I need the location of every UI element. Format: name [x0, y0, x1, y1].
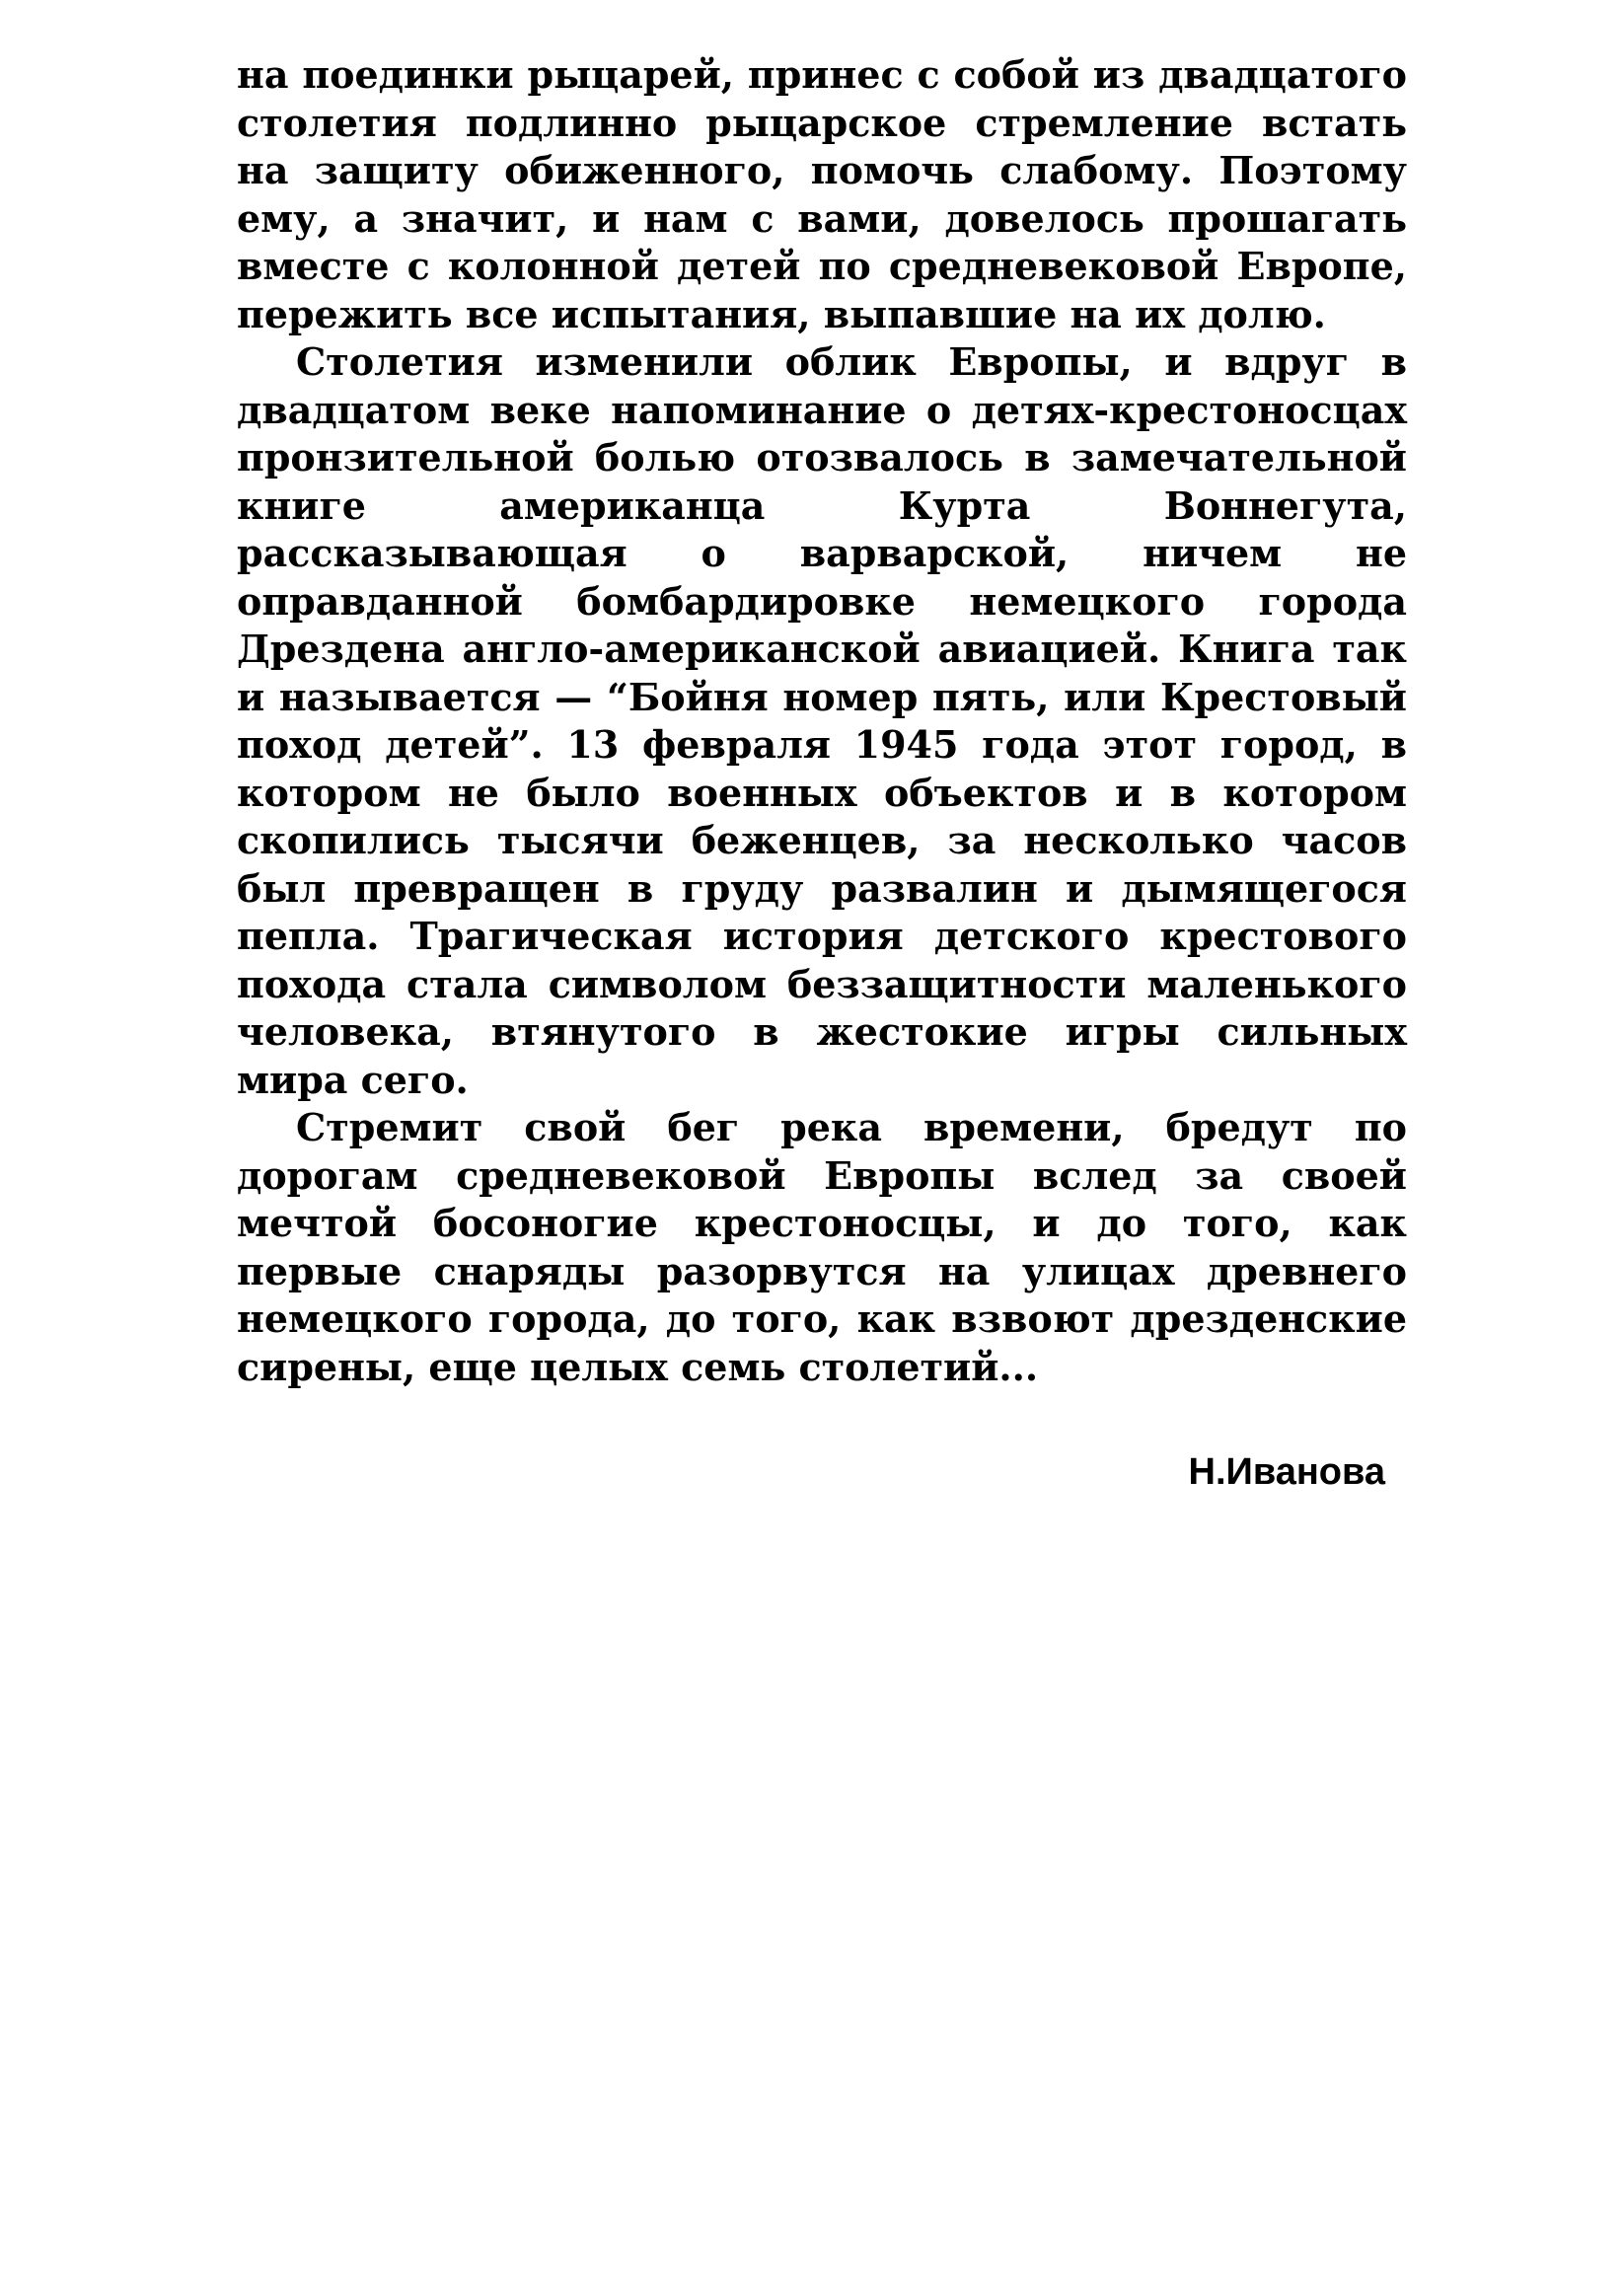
- paragraph-1: на поединки рыцарей, принес с собой из двадцатого столетия подлинно рыцарское стремление встать на защиту обиженного, помочь слабому. Поэтому ему, а значит, и нам с вами, довелось прошагать вместе с колонной детей по средневековой Европе, пережить все испытания, выпавшие на их долю.: [237, 52, 1407, 336]
- author-signature: Н.Иванова: [1188, 1451, 1385, 1493]
- paragraph-2: Столетия изменили облик Европы, и вдруг в двадцатом веке напоминание о детях-крестоносцах пронзительной болью отозвалось в замечательной книге американца Курта Воннегута, рассказывающая о варварской, ничем не оправданной бомбардировке немецкого города Дрездена англо-американской авиацией. Книга так и называется — “Бойня номер пять, или Крестовый поход детей”. 13 февраля 1945 года этот город, в котором не было военных объектов и в котором скопились тысячи беженцев, за несколько часов был превращен в груду развалин и дымящегося пепла. Трагическая история детского крестового похода стала символом беззащитности маленького человека, втянутого в жестокие игры сильных мира сего.: [237, 339, 1407, 1102]
- document-page: [237, 51, 1407, 1496]
- paragraph-3: Стремит свой бег река времени, бредут по дорогам средневековой Европы вслед за своей мечтой босоногие крестоносцы, и до того, как первые снаряды разорвутся на улицах древнего немецкого города, до того, как взвоют дрезденские сирены, еще целых семь столетий...: [237, 1105, 1407, 1389]
